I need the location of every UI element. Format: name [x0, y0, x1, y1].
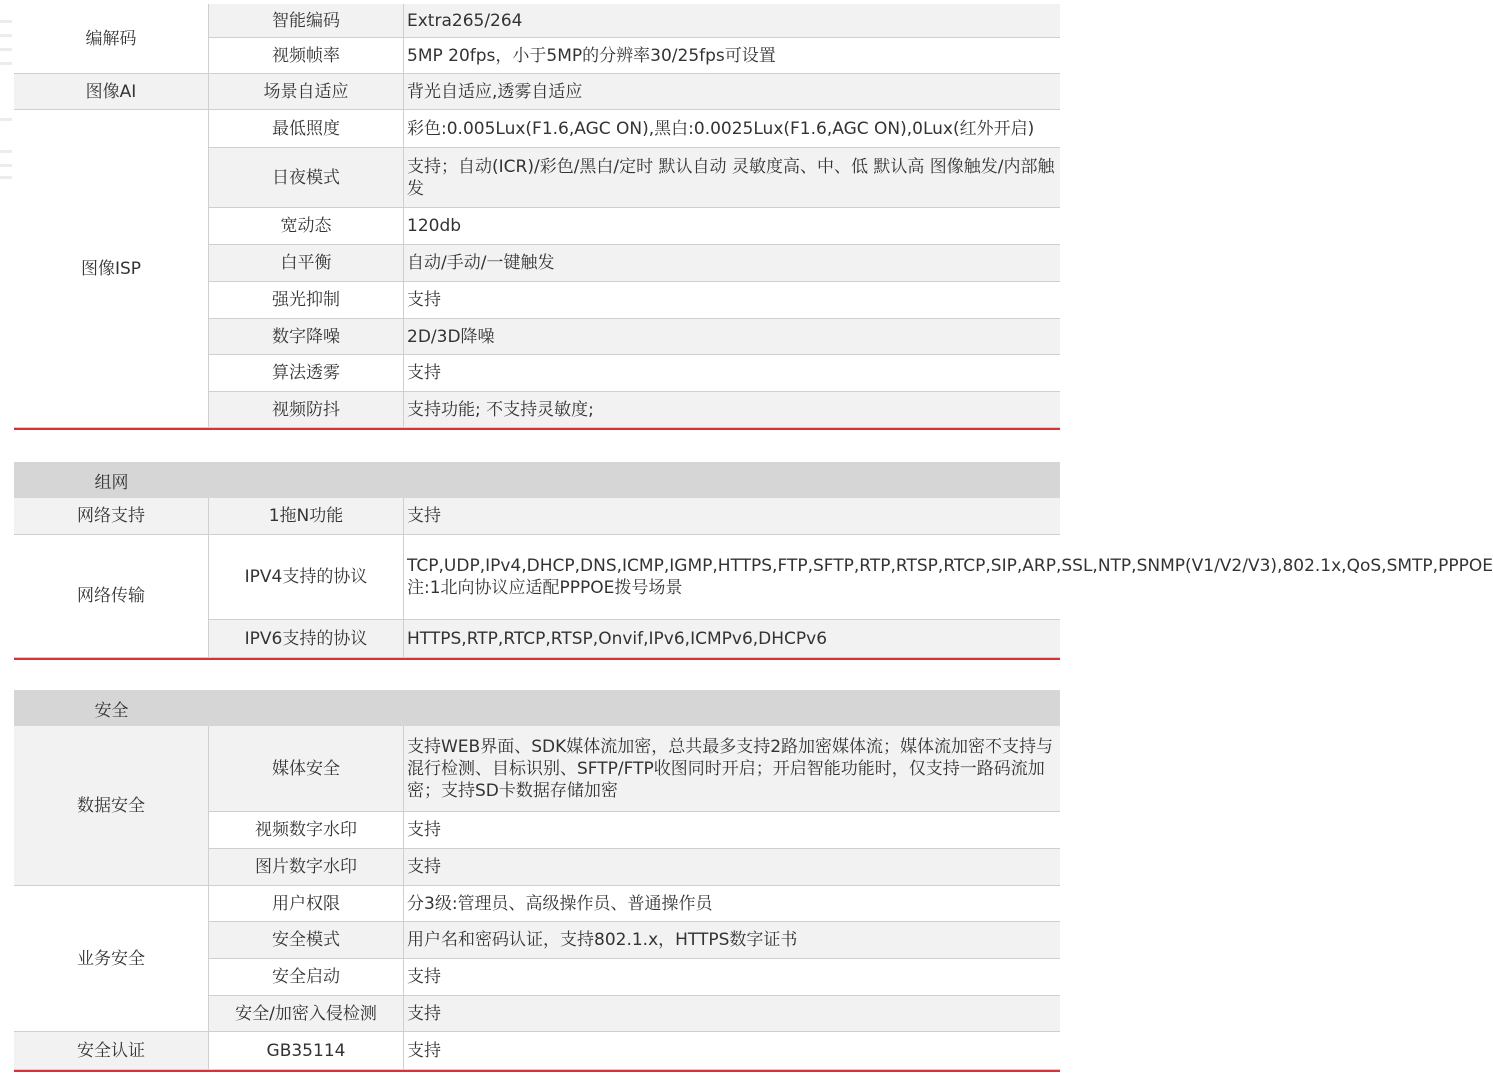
feature-cell: 视频数字水印: [209, 812, 404, 849]
value-cell: 支持: [404, 812, 1060, 849]
value-cell: 支持: [404, 959, 1060, 996]
value-cell: 5MP 20fps，小于5MP的分辨率30/25fps可设置: [404, 38, 1060, 74]
feature-cell: 日夜模式: [209, 148, 404, 208]
value-cell: 支持: [404, 282, 1060, 319]
feature-cell: 视频防抖: [209, 392, 404, 428]
table-bottom-rule: [14, 658, 1060, 660]
page-edge-mark: [0, 176, 12, 179]
value-cell: 彩色:0.005Lux(F1.6,AGC ON),黑白:0.0025Lux(F1.6,AGC ON),0Lux(红外开启): [404, 110, 1060, 148]
feature-cell: 白平衡: [209, 245, 404, 282]
value-cell: 支持功能; 不支持灵敏度;: [404, 392, 1060, 428]
feature-cell: 强光抑制: [209, 282, 404, 319]
page-edge-mark: [0, 150, 12, 153]
value-cell: 用户名和密码认证，支持802.1.x，HTTPS数字证书: [404, 922, 1060, 959]
value-cell: 支持: [404, 849, 1060, 886]
feature-cell: 宽动态: [209, 208, 404, 245]
feature-cell: 数字降噪: [209, 319, 404, 355]
feature-cell: 视频帧率: [209, 38, 404, 74]
feature-cell: 媒体安全: [209, 726, 404, 812]
table-bottom-rule: [14, 1070, 1060, 1072]
page-edge-mark: [0, 20, 12, 23]
feature-cell: 安全启动: [209, 959, 404, 996]
value-cell: 支持: [404, 498, 1060, 535]
group-cell: 编解码: [14, 4, 209, 74]
value-cell: HTTPS,RTP,RTCP,RTSP,Onvif,IPv6,ICMPv6,DHCPv6: [404, 620, 1060, 658]
table-bottom-rule: [14, 428, 1060, 430]
group-cell: 数据安全: [14, 726, 209, 886]
value-cell: 支持: [404, 1032, 1060, 1070]
value-cell: Extra265/264: [404, 4, 1060, 38]
feature-cell: 用户权限: [209, 886, 404, 922]
spec-table-network: [14, 462, 1493, 660]
group-cell: 业务安全: [14, 886, 209, 1032]
value-cell: TCP,UDP,IPv4,DHCP,DNS,ICMP,IGMP,HTTPS,FTP,SFTP,RTP,RTSP,RTCP,SIP,ARP,SSL,NTP,SNMP(V1/V2/V3),802.1x,QoS,SMTP,PPPOE 注:1北向协议应适配PPPOE拨号场景: [404, 535, 1060, 620]
section-header: [14, 462, 1060, 498]
feature-cell: 智能编码: [209, 4, 404, 38]
feature-cell: 场景自适应: [209, 74, 404, 110]
feature-cell: 安全/加密入侵检测: [209, 996, 404, 1032]
group-cell: 图像ISP: [14, 110, 209, 428]
group-cell: 图像AI: [14, 74, 209, 110]
value-cell: 自动/手动/一键触发: [404, 245, 1060, 282]
page-edge-mark: [0, 62, 12, 65]
page-edge-mark: [0, 34, 12, 37]
feature-cell: IPV6支持的协议: [209, 620, 404, 658]
page-edge-mark: [0, 48, 12, 51]
spec-table-security: [14, 690, 1060, 1074]
value-cell: 分3级:管理员、高级操作员、普通操作员: [404, 886, 1060, 922]
group-cell: 网络支持: [14, 498, 209, 535]
page-edge-mark: [0, 164, 12, 167]
section-header: [14, 690, 1060, 726]
feature-cell: 图片数字水印: [209, 849, 404, 886]
feature-cell: 安全模式: [209, 922, 404, 959]
feature-cell: IPV4支持的协议: [209, 535, 404, 620]
group-cell: 安全认证: [14, 1032, 209, 1070]
feature-cell: 算法透雾: [209, 355, 404, 392]
feature-cell: 1拖N功能: [209, 498, 404, 535]
value-cell: 120db: [404, 208, 1060, 245]
value-cell: 支持；自动(ICR)/彩色/黑白/定时 默认自动 灵敏度高、中、低 默认高 图像触发/内部触发: [404, 148, 1060, 208]
value-cell: 支持: [404, 996, 1060, 1032]
feature-cell: GB35114: [209, 1032, 404, 1070]
page-edge-mark: [0, 118, 12, 121]
group-cell: 网络传输: [14, 535, 209, 658]
value-cell: 背光自适应,透雾自适应: [404, 74, 1060, 110]
section-title: 安全: [94, 700, 129, 721]
section-title: 组网: [94, 472, 129, 493]
spec-table-codec-isp: [14, 4, 1060, 430]
value-cell: 支持: [404, 355, 1060, 392]
value-cell: 2D/3D降噪: [404, 319, 1060, 355]
value-cell: 支持WEB界面、SDK媒体流加密，总共最多支持2路加密媒体流；媒体流加密不支持与混行检测、目标识别、SFTP/FTP收图同时开启；开启智能功能时，仅支持一路码流加密；支持SD卡数据存储加密: [404, 726, 1060, 812]
feature-cell: 最低照度: [209, 110, 404, 148]
